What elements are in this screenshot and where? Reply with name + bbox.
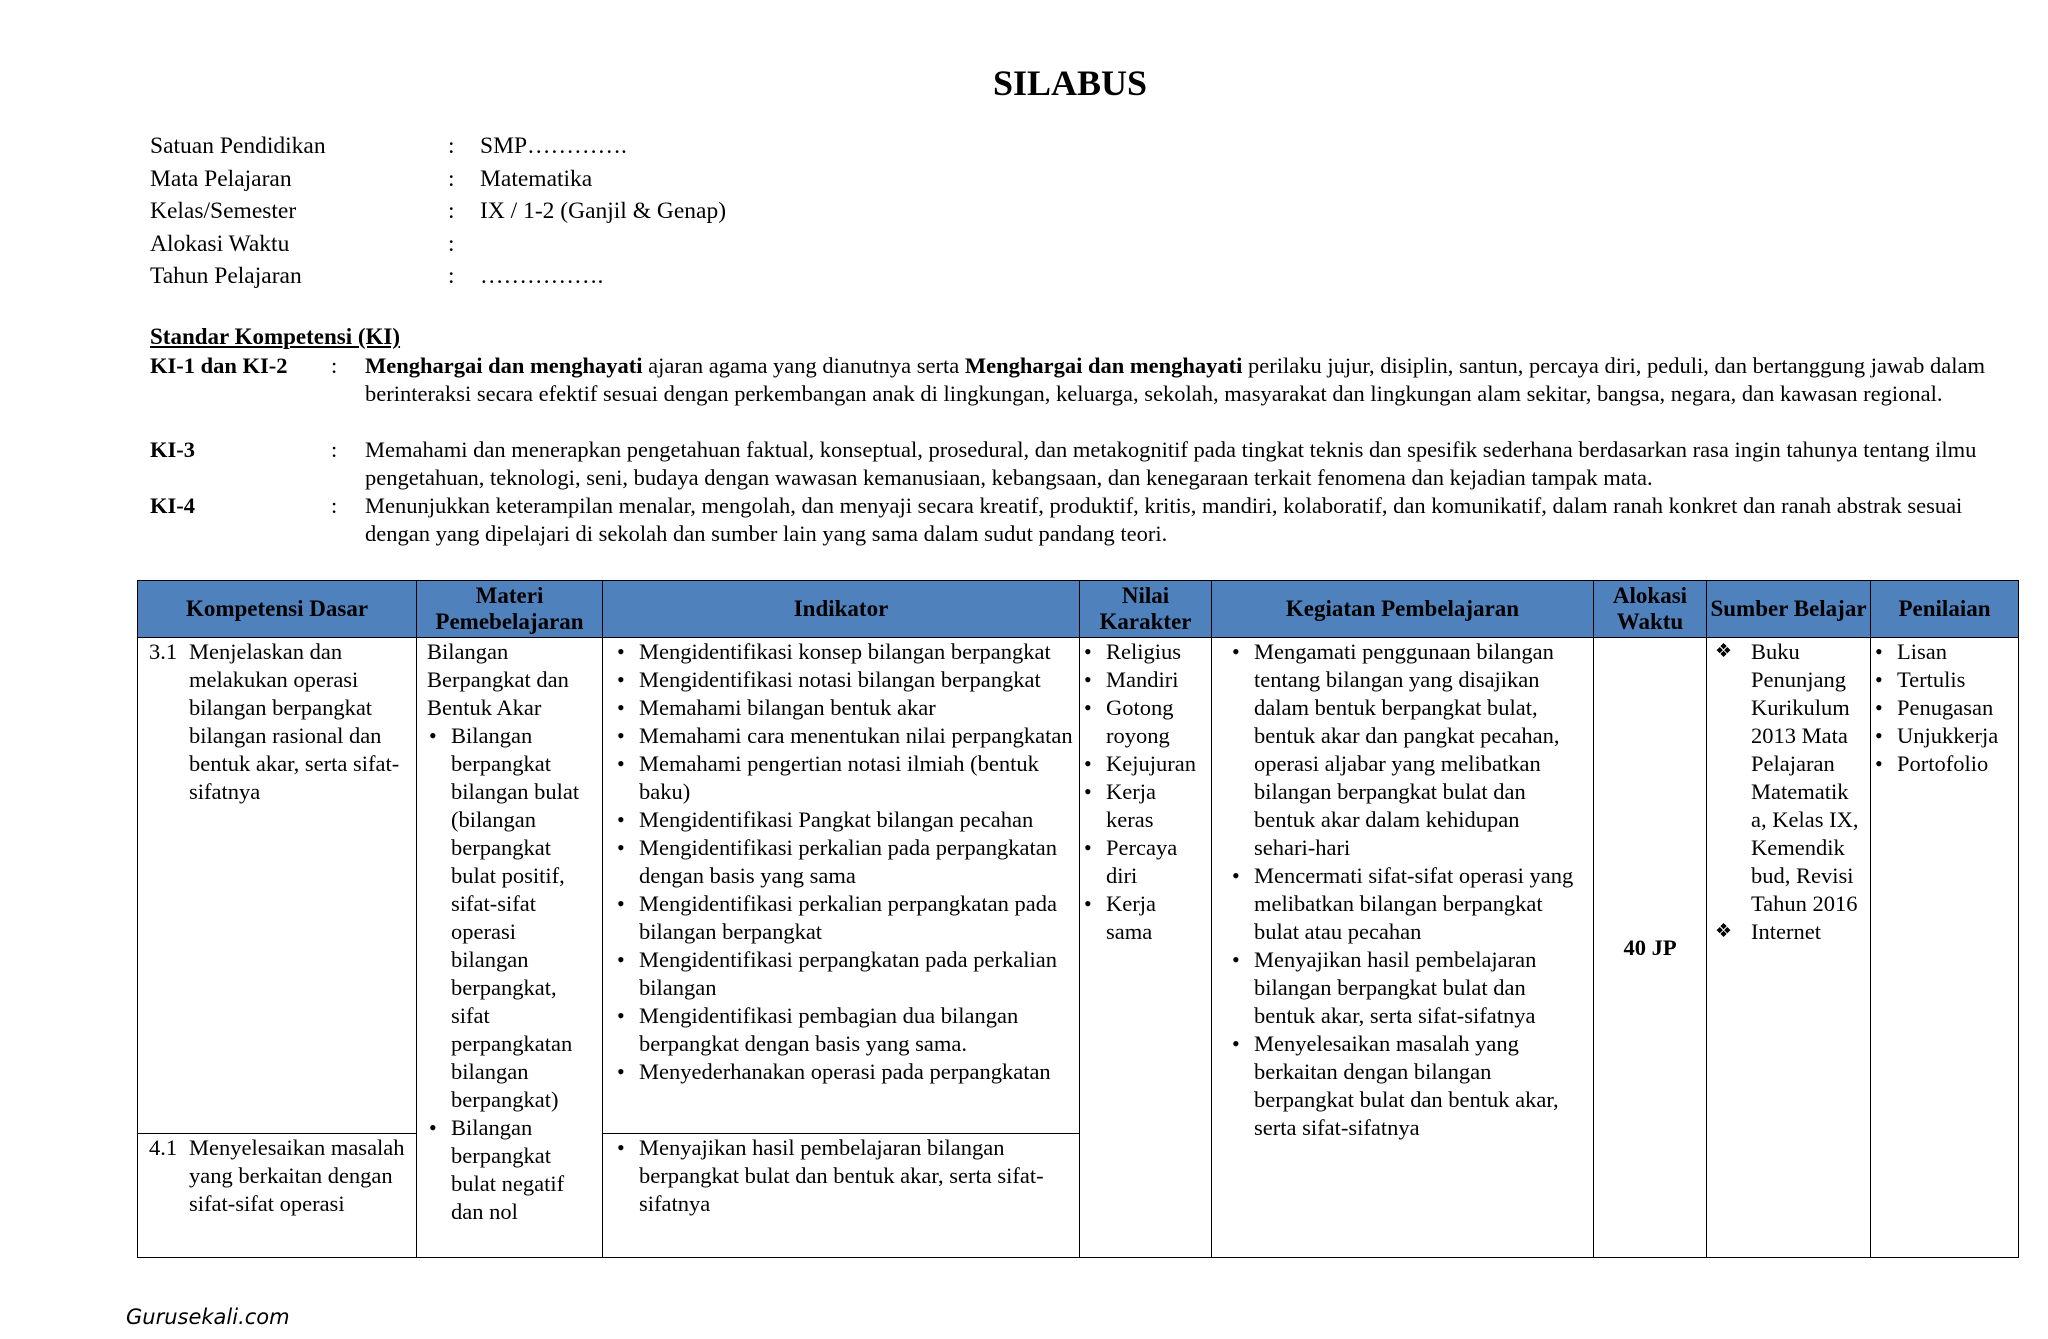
indikator-item: • Mengidentifikasi Pangkat bilangan pecahan — [639, 806, 1073, 834]
kegiatan-cell — [1212, 638, 1594, 1258]
identity-block — [150, 130, 726, 293]
ki-4 — [150, 492, 2020, 548]
indikator-item: • Mengidentifikasi pembagian dua bilangan berpangkat dengan basis yang sama. — [639, 1002, 1073, 1058]
kegiatan-item: • Mencermati sifat-sifat operasi yang melibatkan bilangan berpangkat bulat atau pecahan — [1254, 862, 1579, 946]
indikator-item: • Mengidentifikasi perpangkatan pada perkalian bilangan — [639, 946, 1073, 1002]
header-materi: Materi Pemebelajaran — [417, 581, 603, 638]
meta-colon: : — [448, 133, 455, 159]
sumber-item: ❖ Buku Penunjang Kurikulum 2013 Mata Pelajaran Matematik a, Kelas IX, Kemendik bud, Revisi Tahun 2016 — [1751, 638, 1864, 918]
meta-label: Tahun Pelajaran — [150, 263, 302, 289]
indikator-item: • Mengidentifikasi perkalian perpangkatan pada bilangan berpangkat — [639, 890, 1073, 946]
nilai-item: • Mandiri — [1106, 666, 1205, 694]
kd-text: Menyelesaikan masalah yang berkaitan dengan sifat-sifat operasi — [189, 1135, 405, 1216]
indikator-cell — [603, 638, 1080, 1134]
ki-colon: : — [331, 353, 338, 378]
materi-item: • Bilangan berpangkat bulat negatif dan nol — [451, 1114, 596, 1226]
meta-value: IX / 1-2 (Ganjil & Genap) — [480, 198, 727, 224]
sumber-item: ❖ Internet — [1751, 918, 1864, 946]
meta-colon: : — [448, 230, 455, 257]
nilai-item: • Gotong royong — [1106, 694, 1205, 750]
ki-label: KI-4 — [150, 493, 195, 518]
nilai-item: • Kerja keras — [1106, 778, 1205, 834]
table-row — [138, 638, 2019, 1134]
meta-value: Matematika — [480, 165, 593, 192]
ki-colon: : — [331, 437, 338, 462]
nilai-item: • Religius — [1106, 638, 1205, 666]
ki-label: KI-3 — [150, 437, 195, 462]
penilaian-cell — [1871, 638, 2019, 1258]
nilai-item: • Kejujuran — [1106, 750, 1205, 778]
header-sumber: Sumber Belajar — [1707, 581, 1871, 638]
indikator-item: • Memahami bilangan bentuk akar — [639, 694, 1073, 722]
penilaian-item: • Penugasan — [1897, 694, 2012, 722]
indikator-item: • Menyederhanakan operasi pada perpangkatan — [639, 1058, 1073, 1086]
kd-cell-4-1 — [138, 1134, 417, 1258]
meta-label: Kelas/Semester — [150, 198, 297, 224]
ki-label: KI-1 dan KI-2 — [150, 353, 288, 378]
meta-label: Alokasi Waktu — [150, 230, 290, 257]
nilai-item: • Percaya diri — [1106, 834, 1205, 890]
header-penilaian: Penilaian — [1871, 581, 2019, 638]
meta-colon: : — [448, 165, 455, 192]
kd-cell-3-1 — [138, 638, 417, 1134]
alokasi-cell: 40 JP — [1594, 638, 1707, 1258]
nilai-karakter-cell — [1080, 638, 1212, 1258]
kd-number: 4.1 — [149, 1135, 178, 1160]
meta-label: Satuan Pendidikan — [150, 133, 326, 159]
ki-text — [365, 352, 2020, 408]
kegiatan-item: • Menyajikan hasil pembelajaran bilangan berpangkat bulat dan bentuk akar, serta sifat-sifatnya — [1254, 946, 1579, 1030]
indikator-item: • Memahami pengertian notasi ilmiah (bentuk baku) — [639, 750, 1073, 806]
header-indikator: Indikator — [603, 581, 1080, 638]
table-header-row — [138, 581, 2019, 638]
meta-row — [150, 130, 726, 163]
ki-text: Memahami dan menerapkan pengetahuan faktual, konseptual, prosedural, dan metakognitif pada tingkat teknis dan spesifik sederhana berdasarkan rasa ingin tahunya tentang ilmu pengetahuan, teknologi, seni, budaya dengan wawasan kemanusiaan, kebangsaan, dan kenegaraan terkait fenomena dan kejadian tampak mata. — [365, 437, 1977, 490]
header-kompetensi-dasar: Kompetensi Dasar — [138, 581, 417, 638]
indikator-item: • Mengidentifikasi konsep bilangan berpangkat — [639, 638, 1073, 666]
watermark-footer: Gurusekali.com — [126, 1305, 290, 1329]
materi-intro: Bilangan Berpangkat dan Bentuk Akar — [427, 639, 569, 720]
silabus-table — [137, 580, 2019, 1258]
kd-text: Menjelaskan dan melakukan operasi bilangan berpangkat bilangan rasional dan bentuk akar, serta sifat-sifatnya — [189, 639, 400, 804]
penilaian-item: • Portofolio — [1897, 750, 2012, 778]
meta-row — [150, 228, 726, 261]
meta-row — [150, 163, 726, 196]
ki-text-part: perilaku jujur, disiplin, santun, percaya diri, peduli, dan bertanggung jawab dalam berinteraksi secara efektif sesuai dengan perkembangan anak di lingkungan, keluarga, sekolah, masyarakat dan lingkungan alam sekitar, bangsa, negara, dan kawasan regional. — [365, 353, 1986, 406]
ki-bold-phrase: Menghargai dan menghayati — [365, 353, 643, 378]
ki-3 — [150, 436, 2020, 492]
meta-row — [150, 195, 726, 228]
meta-colon: : — [448, 263, 455, 289]
indikator-item: • Mengidentifikasi notasi bilangan berpangkat — [639, 666, 1073, 694]
kd-number: 3.1 — [149, 639, 178, 664]
ki-heading: Standar Kompetensi (KI) — [150, 324, 401, 349]
ki-text-part: ajaran agama yang dianutnya serta — [642, 353, 965, 378]
header-kegiatan: Kegiatan Pembelajaran — [1212, 581, 1594, 638]
meta-value: SMP…………. — [480, 133, 627, 159]
kegiatan-item: • Menyelesaikan masalah yang berkaitan dengan bilangan berpangkat bulat dan bentuk akar, serta sifat-sifatnya — [1254, 1030, 1579, 1142]
ki-1-2 — [150, 352, 2020, 408]
meta-colon: : — [448, 198, 455, 224]
meta-label: Mata Pelajaran — [150, 165, 292, 192]
indikator-item: • Mengidentifikasi perkalian pada perpangkatan dengan basis yang sama — [639, 834, 1073, 890]
indikator-item: • Menyajikan hasil pembelajaran bilangan berpangkat bulat dan bentuk akar, serta sifat-sifatnya — [639, 1134, 1073, 1218]
header-nilai-karakter: Nilai Karakter — [1080, 581, 1212, 638]
meta-value: ……………. — [480, 263, 604, 289]
sumber-cell — [1707, 638, 1871, 1258]
penilaian-item: • Unjukkerja — [1897, 722, 2012, 750]
document-title: SILABUS — [992, 63, 1148, 103]
materi-cell — [417, 638, 603, 1258]
ki-bold-phrase: Menghargai dan menghayati — [964, 353, 1243, 378]
indikator-item: • Memahami cara menentukan nilai perpangkatan — [639, 722, 1073, 750]
ki-text: Menunjukkan keterampilan menalar, mengolah, dan menyaji secara kreatif, produktif, kritis, mandiri, kolaboratif, dan komunikatif, dalam ranah konkret dan ranah abstrak sesuai dengan yang dipelajari di sekolah dan sumber lain yang sama dalam sudut pandang teori. — [365, 493, 1963, 546]
penilaian-item: • Tertulis — [1897, 666, 2012, 694]
meta-row — [150, 260, 726, 293]
penilaian-item: • Lisan — [1897, 638, 2012, 666]
nilai-item: • Kerja sama — [1106, 890, 1205, 946]
header-alokasi: Alokasi Waktu — [1594, 581, 1707, 638]
kegiatan-item: • Mengamati penggunaan bilangan tentang bilangan yang disajikan dalam bentuk berpangkat bulat, bentuk akar dan pangkat pecahan, operasi aljabar yang melibatkan bilangan berpangkat bulat dan bentuk akar dalam kehidupan sehari-hari — [1254, 638, 1579, 862]
materi-item: • Bilangan berpangkat bilangan bulat (bilangan berpangkat bulat positif, sifat-sifat operasi bilangan berpangkat, sifat perpangkatan bilangan berpangkat) — [451, 722, 596, 1114]
indikator-cell — [603, 1134, 1080, 1258]
ki-colon: : — [331, 493, 338, 518]
